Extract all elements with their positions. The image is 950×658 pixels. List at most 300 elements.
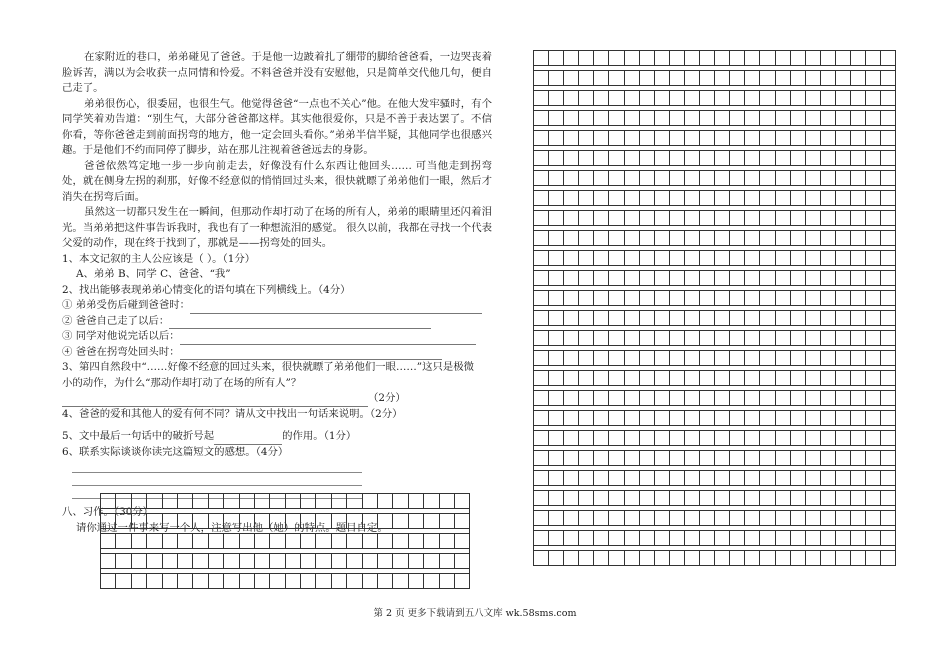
grid-cell[interactable] (624, 451, 639, 466)
grid-cell[interactable] (715, 391, 730, 406)
grid-cell[interactable] (116, 494, 131, 509)
grid-cell[interactable] (820, 51, 835, 66)
grid-cell[interactable] (579, 471, 594, 486)
grid-cell[interactable] (700, 291, 715, 306)
grid-cell[interactable] (700, 431, 715, 446)
grid-cell[interactable] (730, 291, 745, 306)
grid-cell[interactable] (393, 554, 408, 569)
grid-cell[interactable] (534, 51, 549, 66)
grid-cell[interactable] (609, 171, 624, 186)
grid-cell[interactable] (700, 371, 715, 386)
grid-cell[interactable] (760, 51, 775, 66)
grid-cell[interactable] (594, 311, 609, 326)
grid-cell[interactable] (579, 511, 594, 526)
grid-cell[interactable] (624, 511, 639, 526)
grid-cell[interactable] (775, 311, 790, 326)
grid-cell[interactable] (654, 191, 669, 206)
answer-line-2c[interactable] (180, 333, 476, 345)
grid-cell[interactable] (208, 554, 223, 569)
grid-cell[interactable] (624, 51, 639, 66)
grid-cell[interactable] (700, 151, 715, 166)
answer-line-5[interactable] (214, 433, 282, 445)
grid-cell[interactable] (730, 471, 745, 486)
grid-cell[interactable] (654, 291, 669, 306)
grid-cell[interactable] (730, 311, 745, 326)
grid-cell[interactable] (775, 471, 790, 486)
grid-cell[interactable] (730, 491, 745, 506)
grid-cell[interactable] (654, 271, 669, 286)
grid-cell[interactable] (654, 351, 669, 366)
grid-cell[interactable] (564, 231, 579, 246)
grid-cell[interactable] (285, 534, 300, 549)
grid-cell[interactable] (439, 534, 454, 549)
grid-cell[interactable] (669, 271, 684, 286)
grid-cell[interactable] (609, 371, 624, 386)
grid-cell[interactable] (408, 534, 423, 549)
grid-cell[interactable] (579, 551, 594, 566)
grid-cell[interactable] (639, 411, 654, 426)
grid-cell[interactable] (393, 574, 408, 589)
grid-cell[interactable] (654, 431, 669, 446)
grid-cell[interactable] (564, 131, 579, 146)
grid-cell[interactable] (760, 371, 775, 386)
grid-cell[interactable] (745, 451, 760, 466)
grid-cell[interactable] (805, 471, 820, 486)
grid-cell[interactable] (639, 451, 654, 466)
grid-cell[interactable] (564, 471, 579, 486)
grid-cell[interactable] (639, 111, 654, 126)
grid-cell[interactable] (715, 71, 730, 86)
grid-cell[interactable] (700, 51, 715, 66)
grid-cell[interactable] (715, 131, 730, 146)
grid-cell[interactable] (835, 531, 850, 546)
grid-cell[interactable] (805, 391, 820, 406)
grid-cell[interactable] (820, 411, 835, 426)
grid-cell[interactable] (866, 71, 881, 86)
grid-cell[interactable] (594, 451, 609, 466)
grid-cell[interactable] (534, 531, 549, 546)
grid-cell[interactable] (700, 91, 715, 106)
grid-cell[interactable] (760, 511, 775, 526)
grid-cell[interactable] (850, 131, 865, 146)
grid-cell[interactable] (534, 431, 549, 446)
grid-cell[interactable] (715, 531, 730, 546)
grid-cell[interactable] (700, 331, 715, 346)
grid-cell[interactable] (624, 491, 639, 506)
grid-cell[interactable] (669, 131, 684, 146)
grid-cell[interactable] (730, 411, 745, 426)
grid-cell[interactable] (564, 91, 579, 106)
grid-cell[interactable] (454, 574, 469, 589)
writing-grid-right[interactable] (533, 50, 896, 566)
grid-cell[interactable] (654, 231, 669, 246)
grid-cell[interactable] (760, 171, 775, 186)
grid-cell[interactable] (684, 511, 699, 526)
grid-cell[interactable] (850, 531, 865, 546)
grid-cell[interactable] (715, 171, 730, 186)
grid-cell[interactable] (239, 574, 254, 589)
grid-cell[interactable] (730, 71, 745, 86)
grid-cell[interactable] (790, 391, 805, 406)
grid-cell[interactable] (790, 551, 805, 566)
grid-cell[interactable] (285, 574, 300, 589)
grid-cell[interactable] (775, 151, 790, 166)
grid-cell[interactable] (805, 191, 820, 206)
grid-cell[interactable] (669, 291, 684, 306)
grid-cell[interactable] (408, 514, 423, 529)
grid-cell[interactable] (564, 251, 579, 266)
grid-cell[interactable] (866, 431, 881, 446)
grid-cell[interactable] (730, 551, 745, 566)
grid-cell[interactable] (162, 574, 177, 589)
grid-cell[interactable] (347, 494, 362, 509)
grid-cell[interactable] (835, 271, 850, 286)
grid-cell[interactable] (362, 494, 377, 509)
grid-cell[interactable] (790, 91, 805, 106)
grid-cell[interactable] (866, 351, 881, 366)
grid-cell[interactable] (760, 271, 775, 286)
grid-cell[interactable] (301, 554, 316, 569)
grid-cell[interactable] (669, 391, 684, 406)
grid-cell[interactable] (101, 574, 116, 589)
grid-cell[interactable] (866, 191, 881, 206)
grid-cell[interactable] (700, 191, 715, 206)
grid-cell[interactable] (820, 71, 835, 86)
grid-cell[interactable] (669, 531, 684, 546)
grid-cell[interactable] (775, 131, 790, 146)
grid-cell[interactable] (820, 471, 835, 486)
grid-cell[interactable] (775, 251, 790, 266)
grid-cell[interactable] (654, 151, 669, 166)
grid-cell[interactable] (760, 151, 775, 166)
grid-cell[interactable] (609, 211, 624, 226)
grid-cell[interactable] (760, 351, 775, 366)
grid-cell[interactable] (700, 451, 715, 466)
grid-cell[interactable] (700, 511, 715, 526)
grid-cell[interactable] (131, 554, 146, 569)
grid-cell[interactable] (624, 231, 639, 246)
grid-cell[interactable] (549, 171, 564, 186)
grid-cell[interactable] (866, 51, 881, 66)
grid-cell[interactable] (101, 534, 116, 549)
grid-cell[interactable] (654, 251, 669, 266)
grid-cell[interactable] (534, 151, 549, 166)
grid-cell[interactable] (760, 331, 775, 346)
grid-cell[interactable] (594, 291, 609, 306)
grid-cell[interactable] (775, 271, 790, 286)
grid-cell[interactable] (700, 391, 715, 406)
grid-cell[interactable] (745, 251, 760, 266)
grid-cell[interactable] (534, 191, 549, 206)
grid-cell[interactable] (820, 111, 835, 126)
answer-line-2a[interactable] (190, 302, 482, 314)
grid-cell[interactable] (424, 494, 439, 509)
grid-cell[interactable] (378, 514, 393, 529)
grid-cell[interactable] (564, 411, 579, 426)
grid-cell[interactable] (715, 111, 730, 126)
grid-cell[interactable] (881, 531, 896, 546)
grid-cell[interactable] (162, 554, 177, 569)
grid-cell[interactable] (534, 171, 549, 186)
grid-cell[interactable] (639, 131, 654, 146)
grid-cell[interactable] (715, 51, 730, 66)
grid-cell[interactable] (393, 514, 408, 529)
grid-cell[interactable] (534, 471, 549, 486)
grid-cell[interactable] (639, 251, 654, 266)
grid-cell[interactable] (639, 71, 654, 86)
grid-cell[interactable] (594, 271, 609, 286)
grid-cell[interactable] (331, 534, 346, 549)
grid-cell[interactable] (715, 151, 730, 166)
grid-cell[interactable] (639, 351, 654, 366)
grid-cell[interactable] (866, 131, 881, 146)
grid-cell[interactable] (285, 514, 300, 529)
grid-cell[interactable] (564, 551, 579, 566)
grid-cell[interactable] (805, 551, 820, 566)
grid-cell[interactable] (700, 111, 715, 126)
grid-cell[interactable] (700, 231, 715, 246)
grid-cell[interactable] (669, 211, 684, 226)
grid-cell[interactable] (745, 191, 760, 206)
grid-cell[interactable] (820, 231, 835, 246)
grid-cell[interactable] (654, 471, 669, 486)
grid-cell[interactable] (715, 511, 730, 526)
grid-cell[interactable] (684, 551, 699, 566)
grid-cell[interactable] (579, 431, 594, 446)
grid-cell[interactable] (820, 331, 835, 346)
grid-cell[interactable] (594, 231, 609, 246)
grid-cell[interactable] (805, 371, 820, 386)
grid-cell[interactable] (534, 251, 549, 266)
grid-cell[interactable] (654, 451, 669, 466)
grid-cell[interactable] (424, 534, 439, 549)
grid-cell[interactable] (715, 291, 730, 306)
grid-cell[interactable] (700, 351, 715, 366)
grid-cell[interactable] (850, 431, 865, 446)
grid-cell[interactable] (549, 291, 564, 306)
grid-cell[interactable] (820, 191, 835, 206)
grid-cell[interactable] (866, 231, 881, 246)
grid-cell[interactable] (669, 551, 684, 566)
grid-cell[interactable] (393, 494, 408, 509)
grid-cell[interactable] (285, 494, 300, 509)
grid-cell[interactable] (669, 71, 684, 86)
grid-cell[interactable] (820, 431, 835, 446)
grid-cell[interactable] (564, 291, 579, 306)
grid-cell[interactable] (331, 514, 346, 529)
grid-cell[interactable] (534, 311, 549, 326)
grid-cell[interactable] (805, 331, 820, 346)
grid-cell[interactable] (850, 471, 865, 486)
grid-cell[interactable] (669, 111, 684, 126)
grid-cell[interactable] (775, 411, 790, 426)
grid-cell[interactable] (624, 351, 639, 366)
grid-cell[interactable] (730, 91, 745, 106)
grid-cell[interactable] (639, 371, 654, 386)
grid-cell[interactable] (624, 251, 639, 266)
grid-cell[interactable] (408, 494, 423, 509)
grid-cell[interactable] (564, 331, 579, 346)
grid-cell[interactable] (564, 531, 579, 546)
grid-cell[interactable] (654, 311, 669, 326)
grid-cell[interactable] (378, 494, 393, 509)
grid-cell[interactable] (270, 514, 285, 529)
grid-cell[interactable] (639, 431, 654, 446)
grid-cell[interactable] (579, 231, 594, 246)
grid-cell[interactable] (866, 551, 881, 566)
grid-cell[interactable] (624, 131, 639, 146)
grid-cell[interactable] (684, 271, 699, 286)
grid-cell[interactable] (254, 534, 269, 549)
grid-cell[interactable] (270, 494, 285, 509)
grid-cell[interactable] (820, 451, 835, 466)
grid-cell[interactable] (790, 51, 805, 66)
grid-cell[interactable] (820, 531, 835, 546)
grid-cell[interactable] (745, 531, 760, 546)
grid-cell[interactable] (775, 211, 790, 226)
grid-cell[interactable] (609, 311, 624, 326)
grid-cell[interactable] (594, 151, 609, 166)
grid-cell[interactable] (594, 211, 609, 226)
grid-cell[interactable] (534, 511, 549, 526)
grid-cell[interactable] (866, 291, 881, 306)
grid-cell[interactable] (534, 371, 549, 386)
grid-cell[interactable] (564, 151, 579, 166)
grid-cell[interactable] (639, 151, 654, 166)
grid-cell[interactable] (316, 554, 331, 569)
grid-cell[interactable] (835, 371, 850, 386)
grid-cell[interactable] (805, 231, 820, 246)
grid-cell[interactable] (579, 271, 594, 286)
grid-cell[interactable] (408, 574, 423, 589)
grid-cell[interactable] (654, 131, 669, 146)
grid-cell[interactable] (654, 51, 669, 66)
grid-cell[interactable] (549, 51, 564, 66)
grid-cell[interactable] (549, 391, 564, 406)
grid-cell[interactable] (639, 91, 654, 106)
grid-cell[interactable] (549, 531, 564, 546)
grid-cell[interactable] (805, 51, 820, 66)
grid-cell[interactable] (881, 91, 896, 106)
grid-cell[interactable] (730, 171, 745, 186)
grid-cell[interactable] (850, 451, 865, 466)
grid-cell[interactable] (850, 191, 865, 206)
grid-cell[interactable] (594, 471, 609, 486)
grid-cell[interactable] (745, 311, 760, 326)
grid-cell[interactable] (881, 491, 896, 506)
grid-cell[interactable] (362, 554, 377, 569)
grid-cell[interactable] (730, 211, 745, 226)
grid-cell[interactable] (745, 511, 760, 526)
grid-cell[interactable] (790, 251, 805, 266)
grid-cell[interactable] (193, 574, 208, 589)
grid-cell[interactable] (609, 331, 624, 346)
grid-cell[interactable] (760, 251, 775, 266)
grid-cell[interactable] (116, 574, 131, 589)
grid-cell[interactable] (208, 514, 223, 529)
grid-cell[interactable] (684, 351, 699, 366)
grid-cell[interactable] (866, 251, 881, 266)
grid-cell[interactable] (760, 131, 775, 146)
grid-cell[interactable] (760, 491, 775, 506)
grid-cell[interactable] (208, 494, 223, 509)
grid-cell[interactable] (549, 411, 564, 426)
grid-cell[interactable] (579, 291, 594, 306)
grid-cell[interactable] (850, 271, 865, 286)
grid-cell[interactable] (549, 311, 564, 326)
grid-cell[interactable] (654, 531, 669, 546)
grid-cell[interactable] (534, 391, 549, 406)
grid-cell[interactable] (835, 51, 850, 66)
grid-cell[interactable] (850, 311, 865, 326)
grid-cell[interactable] (820, 551, 835, 566)
grid-cell[interactable] (331, 554, 346, 569)
grid-cell[interactable] (639, 271, 654, 286)
grid-cell[interactable] (866, 311, 881, 326)
grid-cell[interactable] (579, 331, 594, 346)
grid-cell[interactable] (579, 351, 594, 366)
grid-cell[interactable] (684, 91, 699, 106)
grid-cell[interactable] (669, 431, 684, 446)
grid-cell[interactable] (362, 514, 377, 529)
grid-cell[interactable] (730, 131, 745, 146)
grid-cell[interactable] (624, 311, 639, 326)
grid-cell[interactable] (866, 451, 881, 466)
grid-cell[interactable] (775, 51, 790, 66)
grid-cell[interactable] (805, 411, 820, 426)
grid-cell[interactable] (424, 554, 439, 569)
grid-cell[interactable] (866, 531, 881, 546)
grid-cell[interactable] (347, 514, 362, 529)
grid-cell[interactable] (301, 534, 316, 549)
grid-cell[interactable] (424, 574, 439, 589)
grid-cell[interactable] (594, 391, 609, 406)
grid-cell[interactable] (881, 551, 896, 566)
grid-cell[interactable] (850, 151, 865, 166)
grid-cell[interactable] (564, 431, 579, 446)
grid-cell[interactable] (534, 291, 549, 306)
grid-cell[interactable] (639, 311, 654, 326)
grid-cell[interactable] (639, 531, 654, 546)
grid-cell[interactable] (254, 574, 269, 589)
grid-cell[interactable] (193, 494, 208, 509)
grid-cell[interactable] (730, 111, 745, 126)
grid-cell[interactable] (564, 391, 579, 406)
grid-cell[interactable] (639, 231, 654, 246)
grid-cell[interactable] (881, 451, 896, 466)
grid-cell[interactable] (835, 551, 850, 566)
grid-cell[interactable] (609, 231, 624, 246)
grid-cell[interactable] (715, 191, 730, 206)
grid-cell[interactable] (378, 554, 393, 569)
grid-cell[interactable] (715, 91, 730, 106)
grid-cell[interactable] (775, 71, 790, 86)
grid-cell[interactable] (549, 511, 564, 526)
grid-cell[interactable] (760, 191, 775, 206)
grid-cell[interactable] (331, 494, 346, 509)
grid-cell[interactable] (790, 331, 805, 346)
grid-cell[interactable] (820, 271, 835, 286)
grid-cell[interactable] (745, 471, 760, 486)
grid-cell[interactable] (700, 131, 715, 146)
grid-cell[interactable] (715, 451, 730, 466)
grid-cell[interactable] (866, 271, 881, 286)
grid-cell[interactable] (254, 494, 269, 509)
grid-cell[interactable] (654, 171, 669, 186)
grid-cell[interactable] (866, 511, 881, 526)
grid-cell[interactable] (549, 491, 564, 506)
grid-cell[interactable] (639, 551, 654, 566)
